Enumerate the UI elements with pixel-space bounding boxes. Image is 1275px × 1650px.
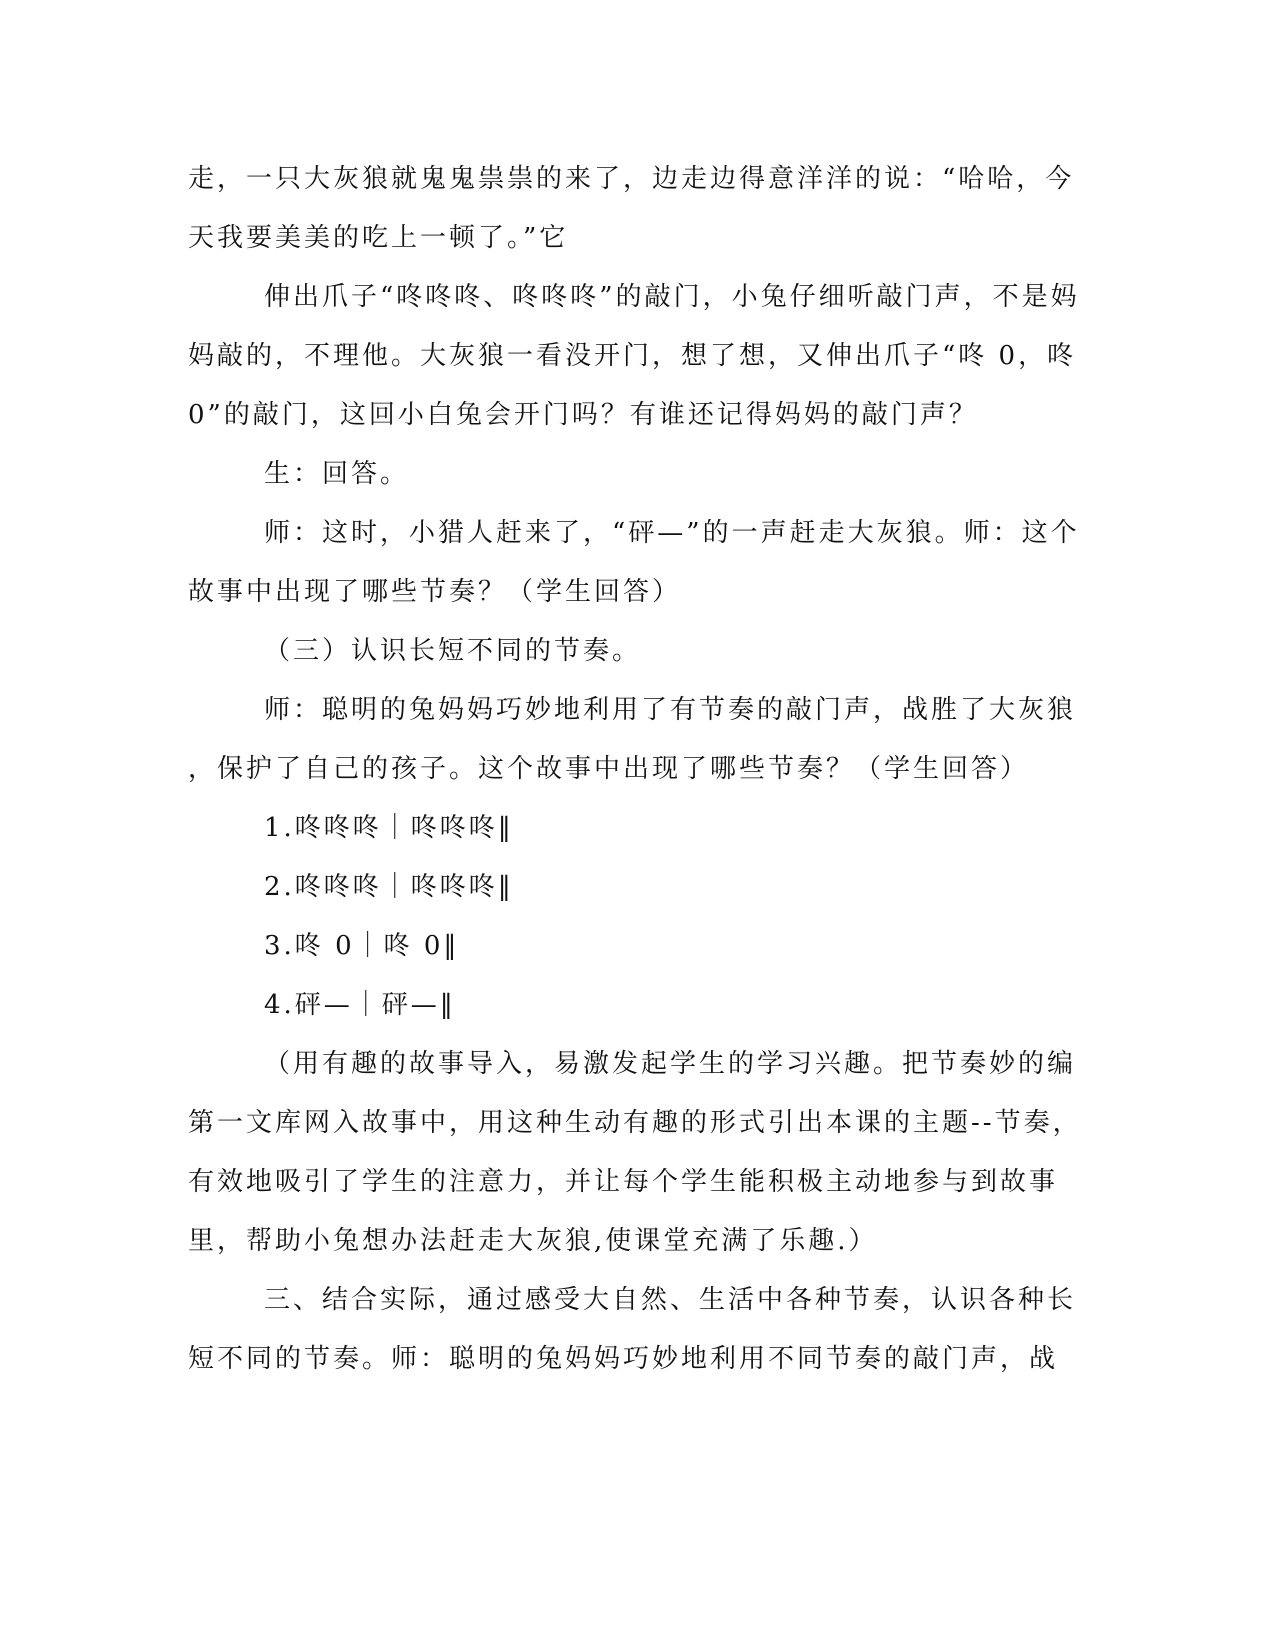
text-line: 伸出爪子“咚咚咚、咚咚咚”的敲门，小兔仔细听敲门声，不是妈 bbox=[264, 282, 1080, 312]
text-line: 3.咚 0｜咚 0‖ bbox=[264, 931, 460, 961]
text-line: 三、结合实际，通过感受大自然、生活中各种节奏，认识各种长 bbox=[264, 1285, 1077, 1315]
text-line: 0”的敲门，这回小白兔会开门吗？有谁还记得妈妈的敲门声？ bbox=[188, 400, 978, 430]
text-line: 故事中出现了哪些节奏？（学生回答） bbox=[188, 577, 682, 607]
text-line: 1.咚咚咚｜咚咚咚‖ bbox=[264, 813, 514, 843]
text-line: 有效地吸引了学生的注意力，并让每个学生能积极主动地参与到故事 bbox=[188, 1167, 1059, 1197]
text-line: 师：这时，小猎人赶来了，“砰—”的一声赶走大灰狼。师：这个 bbox=[264, 518, 1080, 548]
text-line: ，保护了自己的孩子。这个故事中出现了哪些节奏？（学生回答） bbox=[188, 754, 1030, 784]
text-line: 4.砰—｜砰—‖ bbox=[264, 990, 456, 1020]
text-line: 里，帮助小兔想办法赶走大灰狼,使课堂充满了乐趣.） bbox=[188, 1226, 878, 1256]
text-line: 妈敲的，不理他。大灰狼一看没开门，想了想，又伸出爪子“咚 0，咚 bbox=[188, 341, 1077, 371]
text-line: 生：回答。 bbox=[264, 459, 410, 489]
text-line: （三）认识长短不同的节奏。 bbox=[264, 636, 642, 666]
text-line: 天我要美美的吃上一顿了。”它 bbox=[188, 223, 569, 253]
text-line: 短不同的节奏。师：聪明的兔妈妈巧妙地利用不同节奏的敲门声，战 bbox=[188, 1344, 1059, 1374]
text-line: 2.咚咚咚｜咚咚咚‖ bbox=[264, 872, 514, 902]
text-line: 第一文库网入故事中，用这种生动有趣的形式引出本课的主题--节奏， bbox=[188, 1108, 1082, 1138]
text-line: （用有趣的故事导入，易激发起学生的学习兴趣。把节奏妙的编 bbox=[264, 1049, 1077, 1079]
text-line: 走，一只大灰狼就鬼鬼祟祟的来了，边走边得意洋洋的说：“哈哈，今 bbox=[188, 164, 1075, 194]
text-line: 师：聪明的兔妈妈巧妙地利用了有节奏的敲门声，战胜了大灰狼 bbox=[264, 695, 1077, 725]
